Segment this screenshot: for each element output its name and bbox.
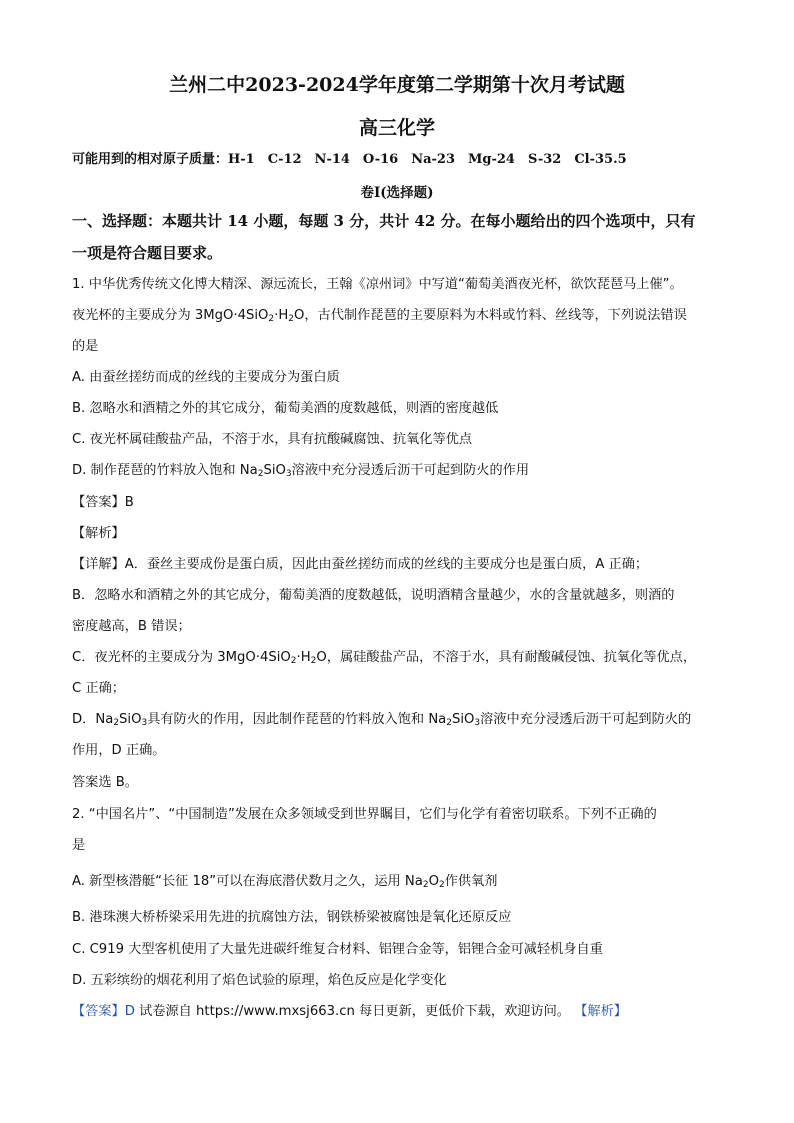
section-heading: 卷Ⅰ(选择题) (360, 185, 434, 201)
instructions-line-2: 一项是符合题目要求。 (72, 244, 223, 262)
source-notice[interactable]: 试卷源自 https://www.mxsj663.cn 每日更新，更低价下载，欢迎访问。 (139, 1004, 571, 1019)
q1-option-d: D. 制作琵琶的竹料放入饱和 $Na_2SiO_3$溶液中充分浸透后沥干可起到防火的作用 (72, 463, 530, 479)
q2-answer: 【答案】D (72, 1004, 135, 1019)
q1-stem-line-2: 夜光杯的主要成分为 $3MgO\cdot 4SiO_2\cdot H_2O$，古代制作琵琶的主要原料为木料或竹料、丝线等，下列说法错误 (72, 308, 687, 324)
q2-option-d: D. 五彩缤纷的烟花利用了焰色试验的原理，焰色反应是化学变化 (72, 973, 447, 988)
atomic-masses: 可能用到的相对原子质量：H-1 C-12 N-14 O-16 Na-23 Mg-24 S-32 Cl-35.5 (72, 152, 627, 167)
q2-analysis-label: 【解析】 (574, 1004, 627, 1019)
q2-stem-line-2: 是 (72, 838, 86, 853)
instructions-line-1: 一、选择题：本题共计 14 小题，每题 3 分，共计 42 分。在每小题给出的四个选项中，只有 (72, 212, 696, 230)
exam-title: 兰州二中2023-2024学年度第二学期第十次月考试题 (169, 74, 625, 96)
q1-detail-line-4: C．夜光杯的主要成分为 $3MgO\cdot 4SiO_2\cdot H_2O$，属硅酸盐产品，不溶于水，具有耐酸碱侵蚀、抗氧化等优点， (72, 650, 697, 666)
q1-detail-line-6: D．$Na_2SiO_3$具有防火的作用，因此制作琵琶的竹料放入饱和 $Na_2SiO_3$溶液中充分浸透后沥干可起到防火的 (72, 712, 692, 728)
exam-subject: 高三化学 (358, 117, 435, 139)
q1-detail-line-1: 【详解】A．蚕丝主要成份是蛋白质，因此由蚕丝搓纺而成的丝线的主要成分也是蛋白质，A 正确； (72, 557, 649, 572)
q1-detail-line-7: 作用，D 正确。 (72, 743, 166, 758)
q2-option-b: B. 港珠澳大桥桥梁采用先进的抗腐蚀方法，钢铁桥梁被腐蚀是氧化还原反应 (72, 910, 512, 925)
q1-option-b: B. 忽略水和酒精之外的其它成分，葡萄美酒的度数越低，则酒的密度越低 (72, 401, 499, 416)
q1-answer: 【答案】B (72, 495, 134, 510)
q2-option-c: C. C919 大型客机使用了大量先进碳纤维复合材料、铝锂合金等，铝锂合金可减轻机身自重 (72, 942, 603, 957)
q1-stem-line-3: 的是 (72, 339, 99, 354)
q1-stem-line-1: 1. 中华优秀传统文化博大精深、源远流长，王翰《凉州词》中写道“葡萄美酒夜光杯，欲饮琵琶马上催”。 (72, 277, 683, 292)
q1-option-a: A. 由蚕丝搓纺而成的丝线的主要成分为蛋白质 (72, 370, 340, 385)
q2-stem-line-1: 2. “中国名片”、“中国制造”发展在众多领域受到世界瞩目，它们与化学有着密切联系。下列不正确的 (72, 807, 657, 822)
q1-detail-line-2: B．忽略水和酒精之外的其它成分，葡萄美酒的度数越低，说明酒精含量越少，水的含量就越多，则酒的 (72, 588, 675, 603)
q1-analysis-label: 【解析】 (72, 526, 125, 541)
q2-option-a: A. 新型核潜艇“长征 18”可以在海底潜伏数月之久，运用 $Na_2O_2$作供氧剂 (72, 874, 498, 890)
q1-option-c: C. 夜光杯属硅酸盐产品，不溶于水，具有抗酸碱腐蚀、抗氧化等优点 (72, 432, 473, 447)
q1-detail-line-5: C 正确； (72, 681, 125, 696)
q2-answer-line (72, 1003, 627, 1021)
q1-detail-line-3: 密度越高，B 错误； (72, 619, 191, 634)
q1-conclusion: 答案选 B。 (72, 775, 138, 790)
